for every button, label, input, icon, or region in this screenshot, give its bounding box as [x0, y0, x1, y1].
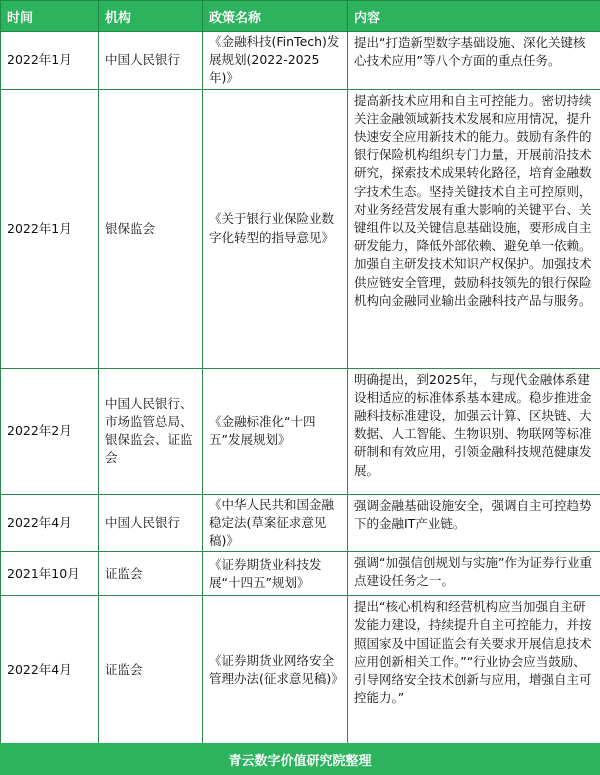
cell-date: 2022年4月	[1, 596, 99, 745]
cell-org: 证监会	[99, 552, 203, 596]
cell-date: 2022年1月	[1, 89, 99, 368]
cell-content: 提高新技术应用和自主可控能力。密切持续关注金融领域新技术发展和应用情况，提升快速安全应用新技术的能力。鼓励有条件的银行保险机构组织专门力量，开展前沿技术研究，探索技术成果转化路径，培育金融数字技术生态。坚持关键技术自主可控原则，对业务经营发展有重大影响的关键平台、关键组件以及关键信息基础设施，要形成自主研发能力，降低外部依赖、避免单一依赖。加强自主研发技术知识产权保护。加强技术供应链安全管理，鼓励科技领先的银行保险机构向金融同业输出金融科技产品与服务。	[348, 89, 600, 368]
cell-org: 银保监会	[99, 89, 203, 368]
source-footer	[0, 743, 600, 775]
table-row	[1, 552, 600, 596]
cell-org: 中国人民银行、市场监管总局、银保监会、证监会	[99, 368, 203, 494]
cell-policy: 《金融科技(FinTech)发展规划(2022-2025年)》	[203, 32, 348, 90]
cell-content: 强调金融基础设施安全，强调自主可控趋势下的金融IT产业链。	[348, 494, 600, 552]
cell-policy: 《关于银行业保险业数字化转型的指导意见》	[203, 89, 348, 368]
source-note: 青云数字价值研究院整理	[228, 753, 372, 769]
header-content: 内容	[348, 1, 600, 32]
header-org: 机构	[99, 1, 203, 32]
table-row	[1, 368, 600, 494]
header-policy: 政策名称	[203, 1, 348, 32]
cell-policy: 《中华人民共和国金融稳定法(草案征求意见稿)》	[203, 494, 348, 552]
cell-org: 中国人民银行	[99, 494, 203, 552]
table-header-row	[1, 1, 600, 32]
cell-policy: 《金融标准化“十四五”发展规划》	[203, 368, 348, 494]
cell-policy: 《证券期货业科技发展“十四五”规划》	[203, 552, 348, 596]
cell-org: 中国人民银行	[99, 32, 203, 90]
cell-content: 强调“加强信创规划与实施”作为证券行业重点建设任务之一。	[348, 552, 600, 596]
cell-policy: 《证券期货业网络安全管理办法(征求意见稿)》	[203, 596, 348, 745]
cell-org: 证监会	[99, 596, 203, 745]
cell-date: 2021年10月	[1, 552, 99, 596]
cell-content: 提出“打造新型数字基础设施、深化关键核心技术应用”等八个方面的重点任务。	[348, 32, 600, 90]
table-row	[1, 89, 600, 368]
cell-date: 2022年4月	[1, 494, 99, 552]
cell-content: 提出“核心机构和经营机构应当加强自主研发能力建设，持续提升自主可控能力，并按照国家及中国证监会有关要求开展信息技术应用创新相关工作。”“行业协会应当鼓励、引导网络安全技术创新与应用，增强自主可控能力。”	[348, 596, 600, 745]
cell-date: 2022年2月	[1, 368, 99, 494]
table-row	[1, 32, 600, 90]
table-row	[1, 596, 600, 745]
table-row	[1, 494, 600, 552]
cell-date: 2022年1月	[1, 32, 99, 90]
header-date: 时间	[1, 1, 99, 32]
cell-content: 明确提出，到2025年， 与现代金融体系建设相适应的标准体系基本建成。稳步推进金融科技标准建设，加强云计算、区块链、大数据、人工智能、生物识别、物联网等标准研制和有效应用，引领金融科技规范健康发展。	[348, 368, 600, 494]
